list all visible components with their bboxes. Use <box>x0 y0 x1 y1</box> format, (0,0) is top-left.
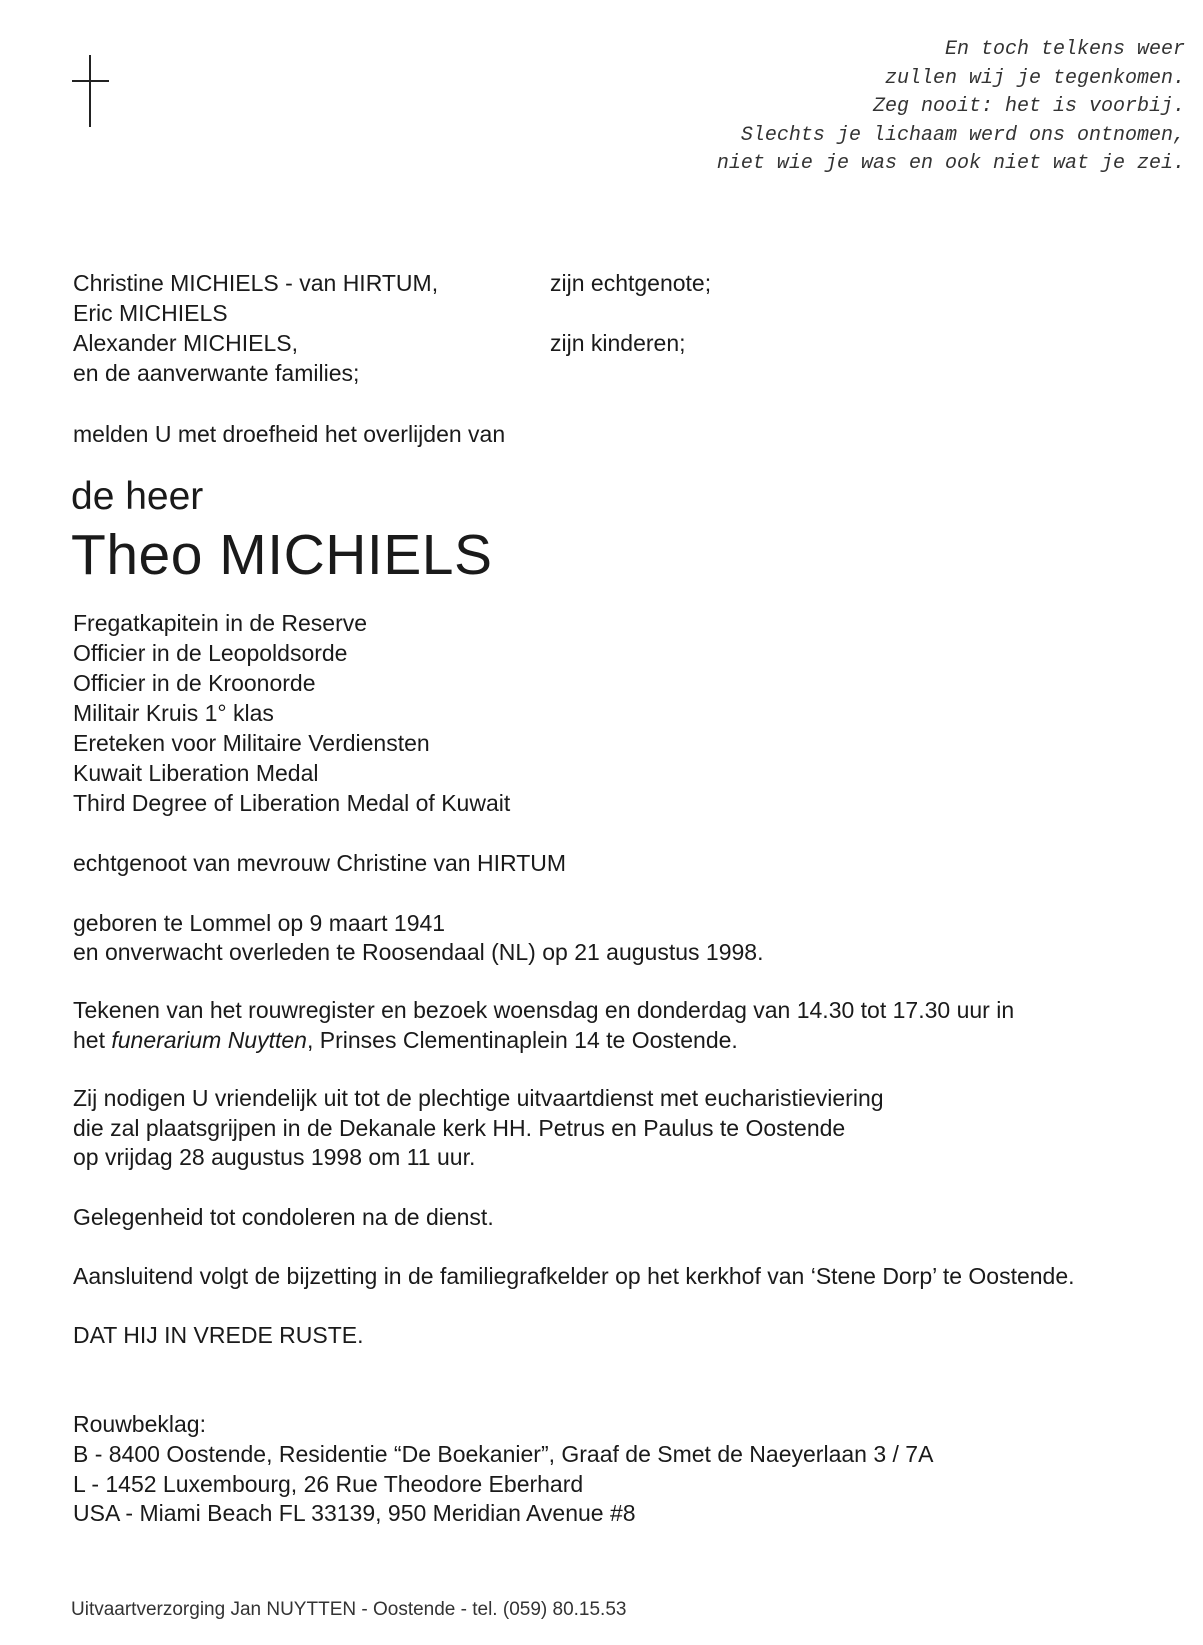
honor-item: Ereteken voor Militaire Verdiensten <box>73 730 430 756</box>
honor-item: Officier in de Kroonorde <box>73 670 316 696</box>
funerarium-name: funerarium Nuytten <box>111 1027 307 1053</box>
spouse-line: echtgenoot van mevrouw Christine van HIRTUM <box>73 850 567 876</box>
family-relation: zijn echtgenote; <box>550 270 712 296</box>
rip-line: DAT HIJ IN VREDE RUSTE. <box>73 1322 364 1348</box>
poem-line: zullen wij je tegenkomen. <box>884 66 1185 90</box>
condolence-line: Gelegenheid tot condoleren na de dienst. <box>73 1204 494 1230</box>
poem-line: Zeg nooit: het is voorbij. <box>872 95 1185 118</box>
visit-line-2-pre: het <box>73 1027 112 1053</box>
honors-list <box>73 608 510 818</box>
family-name: Eric MICHIELS <box>73 300 228 326</box>
service-line: op vrijdag 28 augustus 1998 om 11 uur. <box>73 1144 476 1170</box>
visit-line-1: Tekenen van het rouwregister en bezoek woensdag en donderdag van 14.30 tot 17.30 uur in <box>73 997 1015 1023</box>
poem-line: niet wie je was en ook niet wat je zei. <box>716 152 1185 175</box>
death-line: en onverwacht overleden te Roosendaal (NL) op 21 augustus 1998. <box>73 939 764 965</box>
honor-item: Kuwait Liberation Medal <box>73 760 319 786</box>
poem <box>717 36 1185 179</box>
address-line: L - 1452 Luxembourg, 26 Rue Theodore Eberhard <box>73 1471 584 1497</box>
family-relation: zijn kinderen; <box>550 330 686 356</box>
service-line: die zal plaatsgrijpen in de Dekanale kerk HH. Petrus en Paulus te Oostende <box>73 1115 846 1141</box>
burial-line: Aansluitend volgt de bijzetting in de familiegrafkelder op het kerkhof van ‘Stene Dorp’ te Oostende. <box>73 1263 1075 1289</box>
family-name: Christine MICHIELS - van HIRTUM, <box>73 270 439 296</box>
announcement: melden U met droefheid het overlijden van <box>73 421 506 447</box>
poem-line: Slechts je lichaam werd ons ontnomen, <box>740 123 1185 147</box>
visit-line-2 <box>73 1027 738 1054</box>
birth-line: geboren te Lommel op 9 maart 1941 <box>73 910 446 936</box>
title-prefix: de heer <box>71 475 204 518</box>
service-line: Zij nodigen U vriendelijk uit tot de plechtige uitvaartdienst met eucharistieviering <box>73 1085 884 1111</box>
cross-vertical-bar <box>89 55 91 127</box>
cross-horizontal-bar <box>72 80 109 82</box>
visit-line-2-post: , Prinses Clementinaplein 14 te Oostende. <box>306 1027 738 1053</box>
deceased-name: Theo MICHIELS <box>71 523 493 587</box>
rouwbeklag-label: Rouwbeklag: <box>73 1411 206 1437</box>
family-name: Alexander MICHIELS, <box>73 330 298 356</box>
footer-undertaker: Uitvaartverzorging Jan NUYTTEN - Oostende - tel. (059) 80.15.53 <box>71 1599 627 1620</box>
family-name: en de aanverwante families; <box>73 360 360 386</box>
address-line: B - 8400 Oostende, Residentie “De Boekanier”, Graaf de Smet de Naeyerlaan 3 / 7A <box>73 1441 934 1467</box>
honor-item: Militair Kruis 1° klas <box>73 700 274 726</box>
address-line: USA - Miami Beach FL 33139, 950 Meridian Avenue #8 <box>73 1500 636 1526</box>
honor-item: Officier in de Leopoldsorde <box>73 640 348 666</box>
poem-line: En toch telkens weer <box>944 38 1185 61</box>
honor-item: Third Degree of Liberation Medal of Kuwait <box>73 790 511 816</box>
honor-item: Fregatkapitein in de Reserve <box>73 610 368 636</box>
